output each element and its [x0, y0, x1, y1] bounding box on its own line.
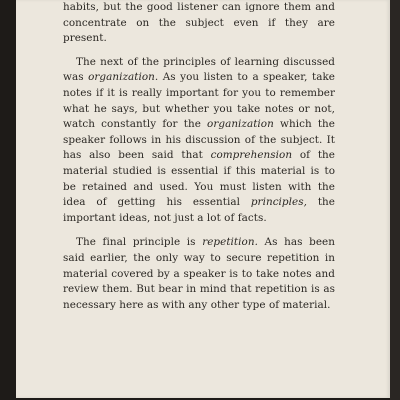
paragraph-2: [63, 55, 335, 227]
term-repetition: repetition.: [202, 236, 258, 249]
paragraph-3-text-2: As has been said earlier, the only way to secure repetition in material covered by a speaker is to take notes and review them. But bear in mind that repetition is as necessary here as with any other type of material.: [63, 236, 335, 311]
term-principles: principles,: [250, 196, 307, 209]
paragraph-2-text-4: of the material studied is essential if this material is to be retained and used. You must listen with the idea of getting his essential: [63, 149, 335, 209]
paragraph-3-text-1: The final principle is: [76, 236, 203, 249]
paragraph-gap: [63, 226, 335, 235]
page-text: [63, 0, 335, 313]
term-organization-2: organization: [207, 118, 274, 131]
term-comprehension: comprehension: [210, 149, 293, 162]
page-edge-shadow: [390, 0, 400, 400]
paragraph-2-text-1: The next of the principles of learning discussed was: [63, 55, 335, 84]
paragraph-2-text-2: As you listen to a speaker, take notes if it is really important for you to remember what he says, but whether you take notes or not, watch constantly for the: [63, 71, 335, 131]
paragraph-3: [63, 235, 335, 313]
paragraph-gap: [63, 47, 335, 55]
paragraph-2-text-3: which the speaker follows in his discussion of the subject. It has also been said that: [63, 118, 335, 162]
term-organization: organization.: [88, 71, 159, 84]
paragraph-1-text: habits, but the good listener can ignore them and concentrate on the subject even if they are present.: [63, 1, 335, 45]
paragraph-2-text-5: the important ideas, not just a lot of facts.: [63, 196, 335, 224]
paragraph-1-tail: [63, 0, 335, 47]
